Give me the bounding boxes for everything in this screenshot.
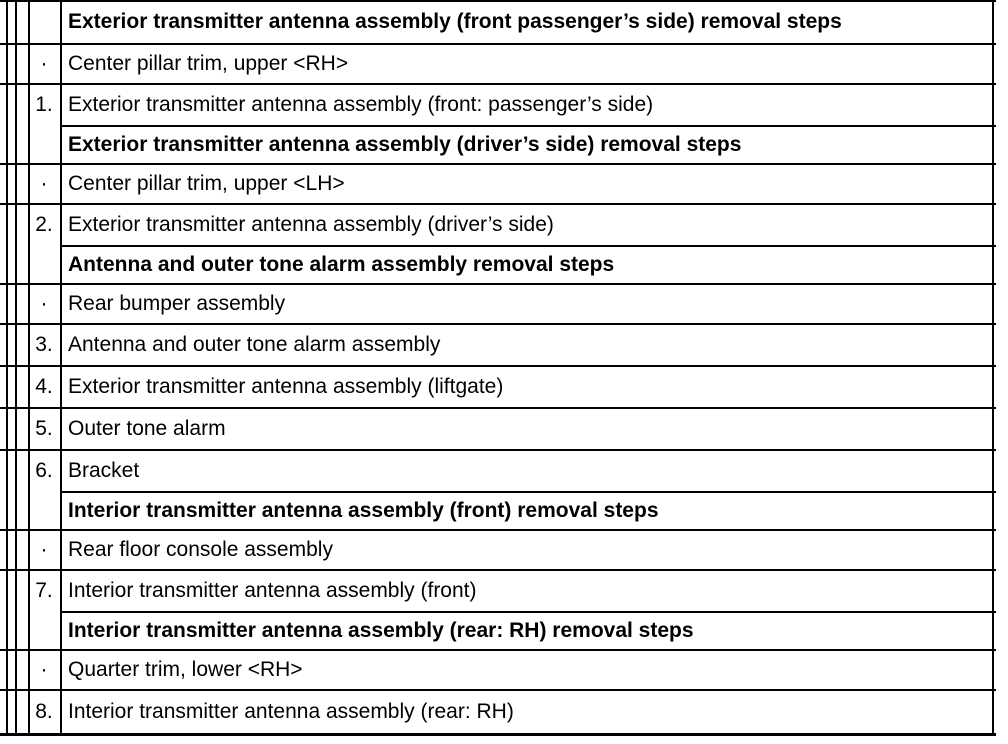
table-row	[0, 44, 996, 84]
section-title: Exterior transmitter antenna assembly (driver’s side) removal steps	[68, 133, 742, 156]
step-number	[28, 0, 60, 44]
table-row	[0, 450, 996, 492]
step-number: 1.	[35, 93, 53, 116]
step-number: ·	[40, 538, 48, 561]
section-title: Interior transmitter antenna assembly (rear: RH) removal steps	[68, 619, 694, 642]
step-number: ·	[40, 658, 48, 681]
step-number: 6.	[35, 459, 53, 482]
step-text: Rear bumper assembly	[68, 292, 286, 315]
step-number: 8.	[35, 700, 53, 723]
table-bottom-border	[0, 733, 996, 736]
table-row	[0, 408, 996, 450]
step-text: Rear floor console assembly	[68, 538, 333, 561]
section-title: Exterior transmitter antenna assembly (front passenger’s side) removal steps	[68, 10, 842, 33]
section-header-row	[0, 246, 996, 284]
table-row	[0, 284, 996, 324]
section-header-row	[0, 492, 996, 530]
step-text: Bracket	[68, 459, 140, 482]
table-row	[0, 690, 996, 734]
step-number: 2.	[35, 213, 53, 236]
step-number	[28, 246, 60, 284]
section-header-row	[0, 0, 996, 44]
step-text: Exterior transmitter antenna assembly (front: passenger’s side)	[68, 93, 654, 116]
table-row	[0, 530, 996, 570]
step-number: 4.	[35, 375, 53, 398]
step-text: Exterior transmitter antenna assembly (driver’s side)	[68, 213, 554, 236]
step-number: 7.	[35, 579, 53, 602]
step-text: Exterior transmitter antenna assembly (liftgate)	[68, 375, 504, 398]
section-title: Antenna and outer tone alarm assembly removal steps	[68, 253, 615, 276]
section-title: Interior transmitter antenna assembly (front) removal steps	[68, 499, 659, 522]
step-number: ·	[40, 172, 48, 195]
step-number: ·	[40, 292, 48, 315]
step-number	[28, 612, 60, 650]
step-text: Interior transmitter antenna assembly (front)	[68, 579, 477, 602]
step-text: Interior transmitter antenna assembly (rear: RH)	[68, 700, 514, 723]
section-header-row	[0, 126, 996, 164]
step-number: ·	[40, 52, 48, 75]
step-number	[28, 492, 60, 530]
table-row	[0, 164, 996, 204]
table-row	[0, 84, 996, 126]
step-number	[28, 126, 60, 164]
step-number: 5.	[35, 417, 53, 440]
table-row	[0, 324, 996, 366]
step-text: Center pillar trim, upper <RH>	[68, 52, 349, 75]
table-row	[0, 650, 996, 690]
step-number: 3.	[35, 333, 53, 356]
step-text: Antenna and outer tone alarm assembly	[68, 333, 441, 356]
step-text: Outer tone alarm	[68, 417, 226, 440]
step-text: Center pillar trim, upper <LH>	[68, 172, 345, 195]
section-header-row	[0, 612, 996, 650]
table-row	[0, 204, 996, 246]
table-row	[0, 570, 996, 612]
step-text: Quarter trim, lower <RH>	[68, 658, 303, 681]
table-row	[0, 366, 996, 408]
